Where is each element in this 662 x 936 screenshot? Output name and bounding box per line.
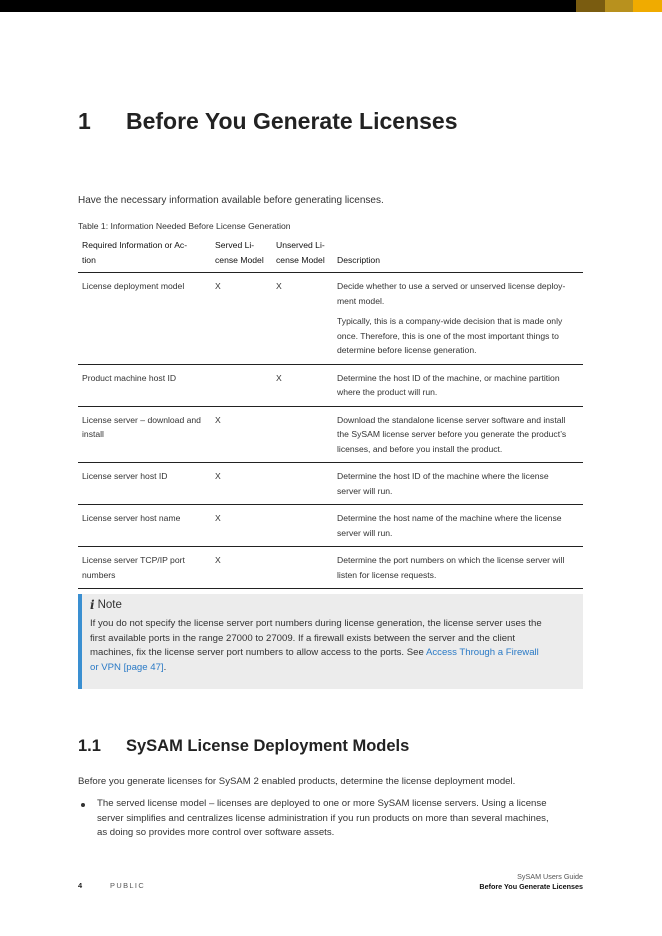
cell-served: X (211, 406, 272, 463)
cell-description: Download the standalone license server software and install the SySAM license server before you generate the product’s licenses, and before you install the product. (333, 406, 583, 463)
table-row (78, 406, 583, 463)
cell-info: License deployment model (78, 273, 211, 365)
top-brand-bar (0, 0, 662, 12)
info-icon: i (90, 598, 95, 612)
bullet-dot (81, 803, 85, 807)
column-header-served: Served Li- cense Model (211, 236, 272, 273)
firewall-vpn-link[interactable]: or VPN [page 47] (90, 661, 164, 673)
cell-served: X (211, 505, 272, 547)
cell-description: Determine the host ID of the machine, or machine partition where the product will run. (333, 364, 583, 406)
footer-chapter-title: Before You Generate Licenses (479, 882, 583, 891)
cell-info: License server – download and install (78, 406, 211, 463)
cell-unserved: X (272, 273, 333, 365)
firewall-vpn-link[interactable]: Access Through a Firewall (425, 647, 539, 658)
cell-served: X (211, 547, 272, 589)
cell-served (211, 364, 272, 406)
bullet-list (78, 797, 583, 841)
classification-label: PUBLIC (110, 881, 146, 890)
column-header-description: Description (333, 236, 583, 273)
intro-paragraph: Have the necessary information available before generating licenses. (78, 195, 384, 206)
cell-description: Determine the host name of the machine where the license server will run. (333, 505, 583, 547)
column-header-info: Required Information or Ac- tion (78, 236, 211, 273)
cell-description: Decide whether to use a served or unserved license deploy- ment model. Typically, this is a company-wide decision that is made only once. Therefore, this is one of the most important things to determine before license generation. (333, 273, 583, 365)
accent-swatch (576, 0, 605, 12)
footer-titles (479, 872, 583, 892)
cell-unserved (272, 547, 333, 589)
table-row (78, 505, 583, 547)
chapter-number: 1 (78, 108, 91, 134)
table-row (78, 364, 583, 406)
accent-swatch (605, 0, 633, 12)
cell-served: X (211, 273, 272, 365)
note-body: If you do not specify the license server port numbers during license generation, the license server uses the first available ports in the range 27000 to 27009. If a firewall exists between the server and the client machines, fix the license server port numbers to allow access to the ports. See Access Through a Firewall or VPN [page 47]. (90, 618, 542, 673)
table-row (78, 547, 583, 589)
cell-unserved (272, 463, 333, 505)
cell-info: License server host name (78, 505, 211, 547)
guide-title: SySAM Users Guide (517, 872, 583, 881)
section-number: 1.1 (78, 737, 101, 755)
cell-served: X (211, 463, 272, 505)
info-table (78, 236, 583, 589)
list-item: The served license model – licenses are deployed to one or more SySAM license servers. Using a license server simplifies and centralizes license administration if you run products on more than several machines, as doing so provides more control over software assets. (78, 797, 583, 841)
section-title: SySAM License Deployment Models (126, 737, 410, 755)
chapter-heading (78, 108, 458, 135)
cell-info: Product machine host ID (78, 364, 211, 406)
note-title-label: Note (97, 599, 122, 611)
cell-description: Determine the port numbers on which the license server will listen for license requests. (333, 547, 583, 589)
cell-unserved (272, 406, 333, 463)
note-title (90, 598, 573, 612)
note-box (78, 594, 583, 689)
page-number: 4 (78, 881, 83, 890)
table-header-row (78, 236, 583, 273)
cell-unserved (272, 505, 333, 547)
accent-swatch (633, 0, 662, 12)
table-row (78, 463, 583, 505)
cell-unserved: X (272, 364, 333, 406)
chapter-title: Before You Generate Licenses (126, 108, 458, 134)
cell-info: License server host ID (78, 463, 211, 505)
table-row (78, 273, 583, 365)
column-header-unserved: Unserved Li- cense Model (272, 236, 333, 273)
cell-info: License server TCP/IP port numbers (78, 547, 211, 589)
section-heading (78, 737, 409, 756)
section-intro: Before you generate licenses for SySAM 2 enabled products, determine the license deployment model. (78, 776, 516, 787)
cell-description: Determine the host ID of the machine where the license server will run. (333, 463, 583, 505)
table-caption: Table 1: Information Needed Before License Generation (78, 221, 291, 231)
